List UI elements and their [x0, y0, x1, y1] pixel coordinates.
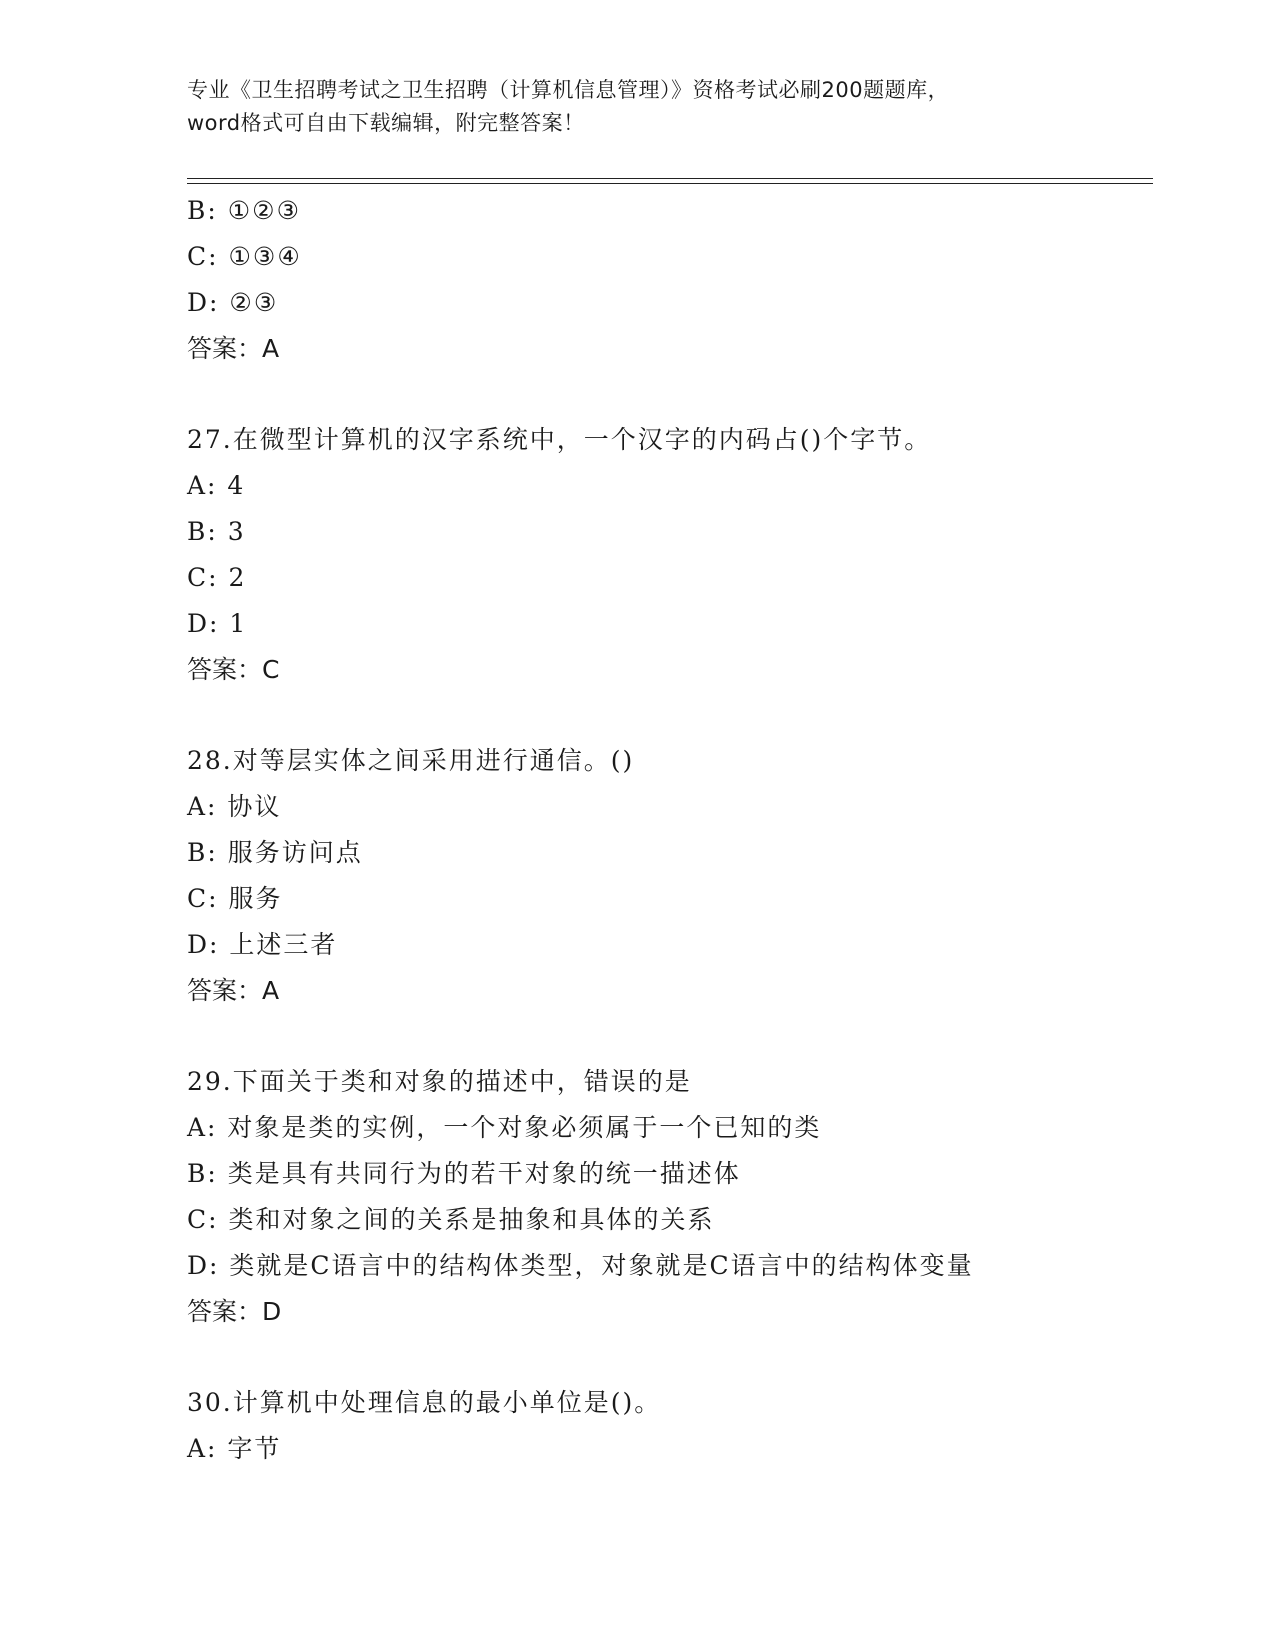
spacer	[187, 372, 1153, 417]
option-c: C: 类和对象之间的关系是抽象和具体的关系	[187, 1205, 715, 1234]
question-text: 29.下面关于类和对象的描述中，错误的是	[187, 1067, 692, 1096]
option-d: D: 上述三者	[187, 930, 338, 959]
header-title-line-1: 专业《卫生招聘考试之卫生招聘（计算机信息管理）》资格考试必刷200题题库，	[187, 78, 950, 102]
answer: 答案：A	[187, 976, 280, 1005]
option-c: C: 服务	[187, 884, 283, 913]
option-b: B: ①②③	[187, 196, 301, 225]
question-26	[187, 188, 1153, 372]
header-divider-top	[187, 178, 1153, 179]
answer: 答案：D	[187, 1297, 282, 1326]
question-30	[187, 1380, 1153, 1472]
header-title-line-2: word格式可自由下载编辑，附完整答案！	[187, 111, 585, 135]
option-d: D: 1	[187, 609, 248, 638]
question-text: 28.对等层实体之间采用进行通信。()	[187, 746, 635, 775]
answer: 答案：C	[187, 655, 280, 684]
header-divider-bottom	[187, 183, 1153, 184]
question-27	[187, 417, 1153, 693]
option-a: A: 对象是类的实例，一个对象必须属于一个已知的类	[187, 1113, 822, 1142]
spacer	[187, 1335, 1153, 1380]
option-c: C: ①③④	[187, 242, 302, 271]
option-b: B: 服务访问点	[187, 838, 363, 867]
spacer	[187, 693, 1153, 738]
question-text: 27.在微型计算机的汉字系统中，一个汉字的内码占()个字节。	[187, 425, 932, 454]
answer: 答案：A	[187, 334, 280, 363]
question-28	[187, 738, 1153, 1014]
option-d: D: ②③	[187, 288, 279, 317]
option-c: C: 2	[187, 563, 247, 592]
question-text: 30.计算机中处理信息的最小单位是()。	[187, 1388, 662, 1417]
question-29	[187, 1059, 1153, 1335]
option-a: A: 字节	[187, 1434, 282, 1463]
option-a: A: 协议	[187, 792, 282, 821]
option-a: A: 4	[187, 471, 246, 500]
document-header	[187, 74, 1087, 140]
option-d: D: 类就是C语言中的结构体类型，对象就是C语言中的结构体变量	[187, 1251, 974, 1280]
option-b: B: 3	[187, 517, 246, 546]
spacer	[187, 1014, 1153, 1059]
option-b: B: 类是具有共同行为的若干对象的统一描述体	[187, 1159, 741, 1188]
question-list	[187, 188, 1153, 1472]
